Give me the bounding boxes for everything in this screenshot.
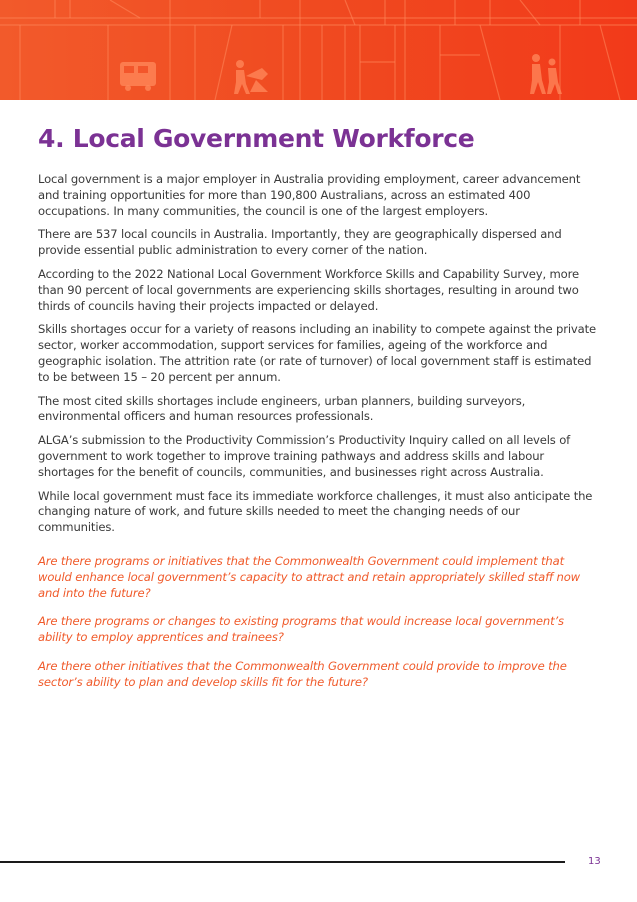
body-paragraph: Skills shortages occur for a variety of reasons including an inability to compete against the private sector, worker accommodation, support services for families, ageing of the workforce and geographic isolation. The attrition rate (or rate of turnover) of local government staff is estimated to be between 15 – 20 percent per annum.: [38, 322, 596, 384]
walking-people-icon: [530, 54, 562, 94]
map-pattern: [0, 0, 637, 100]
header-banner: [0, 0, 637, 100]
body-paragraph: Local government is a major employer in Australia providing employment, career advancement and training opportunities for more than 190,800 Australians, across an estimated 400 occupations. In many communities, the council is one of the largest employers.: [38, 172, 581, 218]
bus-icon: [120, 62, 156, 91]
hiker-icon: [234, 60, 268, 94]
consultation-question: Are there other initiatives that the Commonwealth Government could provide to improve the sector’s ability to plan and develop skills fit for the future?: [38, 658, 567, 689]
body-content: [38, 172, 598, 704]
consultation-question: Are there programs or changes to existing programs that would increase local government’s ability to employ apprentices and trainees?: [38, 614, 564, 645]
consultation-question: Are there programs or initiatives that the Commonwealth Government could implement that would enhance local government’s capacity to attract and retain appropriately skilled staff now and into the future?: [38, 553, 580, 600]
page-title: 4. Local Government Workforce: [38, 124, 475, 153]
body-paragraph: The most cited skills shortages include engineers, urban planners, building surveyors, environmental officers and human resources professionals.: [38, 393, 526, 424]
footer-divider: [0, 861, 565, 863]
page-number: 13: [588, 856, 601, 867]
body-paragraph: There are 537 local councils in Australia. Importantly, they are geographically dispersed and provide essential public administration to every corner of the nation.: [38, 227, 562, 258]
body-paragraph: While local government must face its immediate workforce challenges, it must also anticipate the changing nature of work, and future skills needed to meet the changing needs of our communities.: [38, 488, 593, 535]
body-paragraph: According to the 2022 National Local Government Workforce Skills and Capability Survey, more than 90 percent of local governments are experiencing skills shortages, resulting in around two thirds of councils having their projects impacted or delayed.: [38, 266, 579, 313]
body-paragraph: ALGA’s submission to the Productivity Commission’s Productivity Inquiry called on all levels of government to work together to improve training pathways and address skills and labour shortages for the benefit of councils, communities, and businesses right across Australia.: [38, 433, 571, 479]
